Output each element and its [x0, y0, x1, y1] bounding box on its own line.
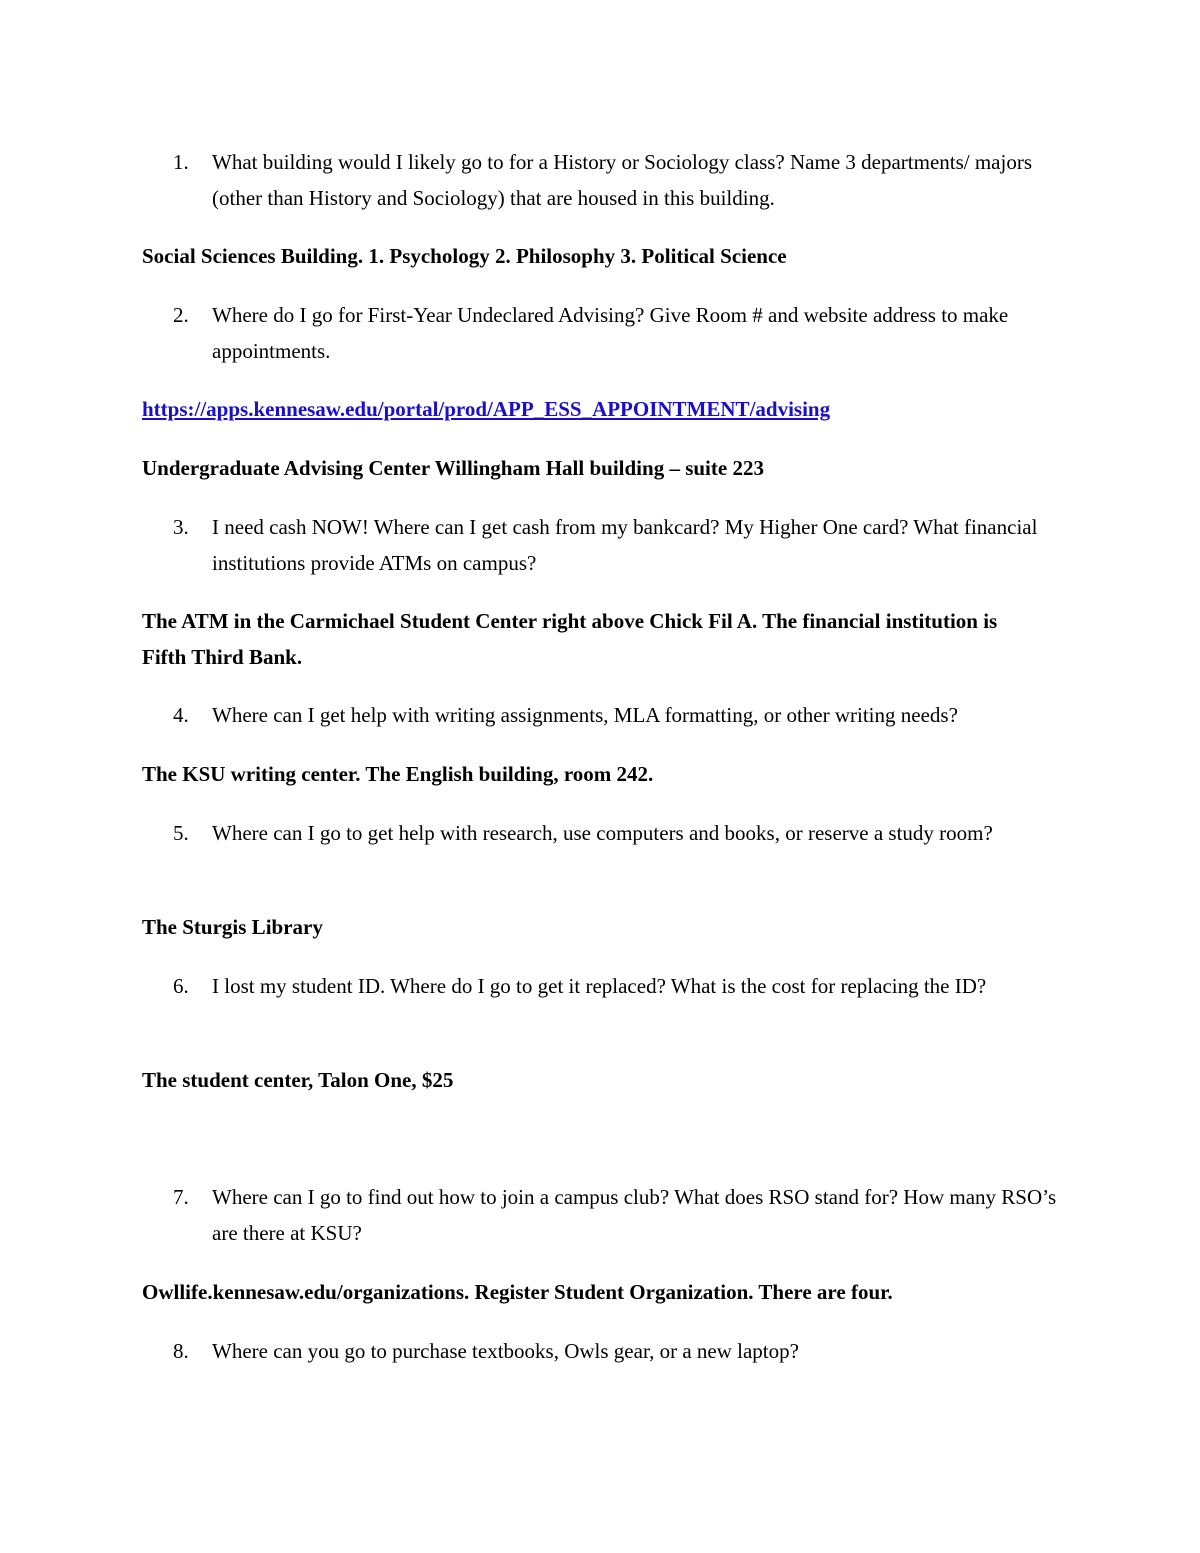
answer-5: The Sturgis Library [142, 915, 323, 939]
question-text: I need cash NOW! Where can I get cash from my bankcard? My Higher One card? What financial institutions provide ATMs on campus? [212, 515, 1038, 575]
question-number: 2. [173, 303, 189, 327]
question-number: 6. [173, 974, 189, 998]
answer-1: Social Sciences Building. 1. Psychology 2. Philosophy 3. Political Science [142, 244, 787, 268]
question-text: Where can I go to find out how to join a campus club? What does RSO stand for? How many RSO’s are there at KSU? [212, 1185, 1057, 1245]
question-number: 5. [173, 821, 189, 845]
answer-4: The KSU writing center. The English building, room 242. [142, 762, 654, 786]
question-text: What building would I likely go to for a History or Sociology class? Name 3 departments/ majors (other than History and Sociology) that are housed in this building. [212, 150, 1033, 210]
answer-2: Undergraduate Advising Center Willingham Hall building – suite 223 [142, 456, 764, 480]
question-number: 8. [173, 1339, 189, 1363]
answer-3: The ATM in the Carmichael Student Center right above Chick Fil A. The financial institution is Fifth Third Bank. [142, 609, 998, 669]
question-number: 7. [173, 1185, 189, 1209]
question-text: Where can I go to get help with research, use computers and books, or reserve a study room? [212, 821, 993, 845]
answer-6: The student center, Talon One, $25 [142, 1068, 454, 1092]
question-number: 4. [173, 703, 189, 727]
question-number: 1. [173, 150, 189, 174]
question-text: Where do I go for First-Year Undeclared Advising? Give Room # and website address to make appointments. [212, 303, 1009, 363]
question-number: 3. [173, 515, 189, 539]
question-text: I lost my student ID. Where do I go to get it replaced? What is the cost for replacing the ID? [212, 974, 987, 998]
answer-7: Owllife.kennesaw.edu/organizations. Register Student Organization. There are four. [142, 1280, 893, 1304]
question-text: Where can you go to purchase textbooks, Owls gear, or a new laptop? [212, 1339, 799, 1363]
question-text: Where can I get help with writing assignments, MLA formatting, or other writing needs? [212, 703, 958, 727]
advising-link[interactable]: https://apps.kennesaw.edu/portal/prod/APP_ESS_APPOINTMENT/advising [142, 397, 831, 421]
